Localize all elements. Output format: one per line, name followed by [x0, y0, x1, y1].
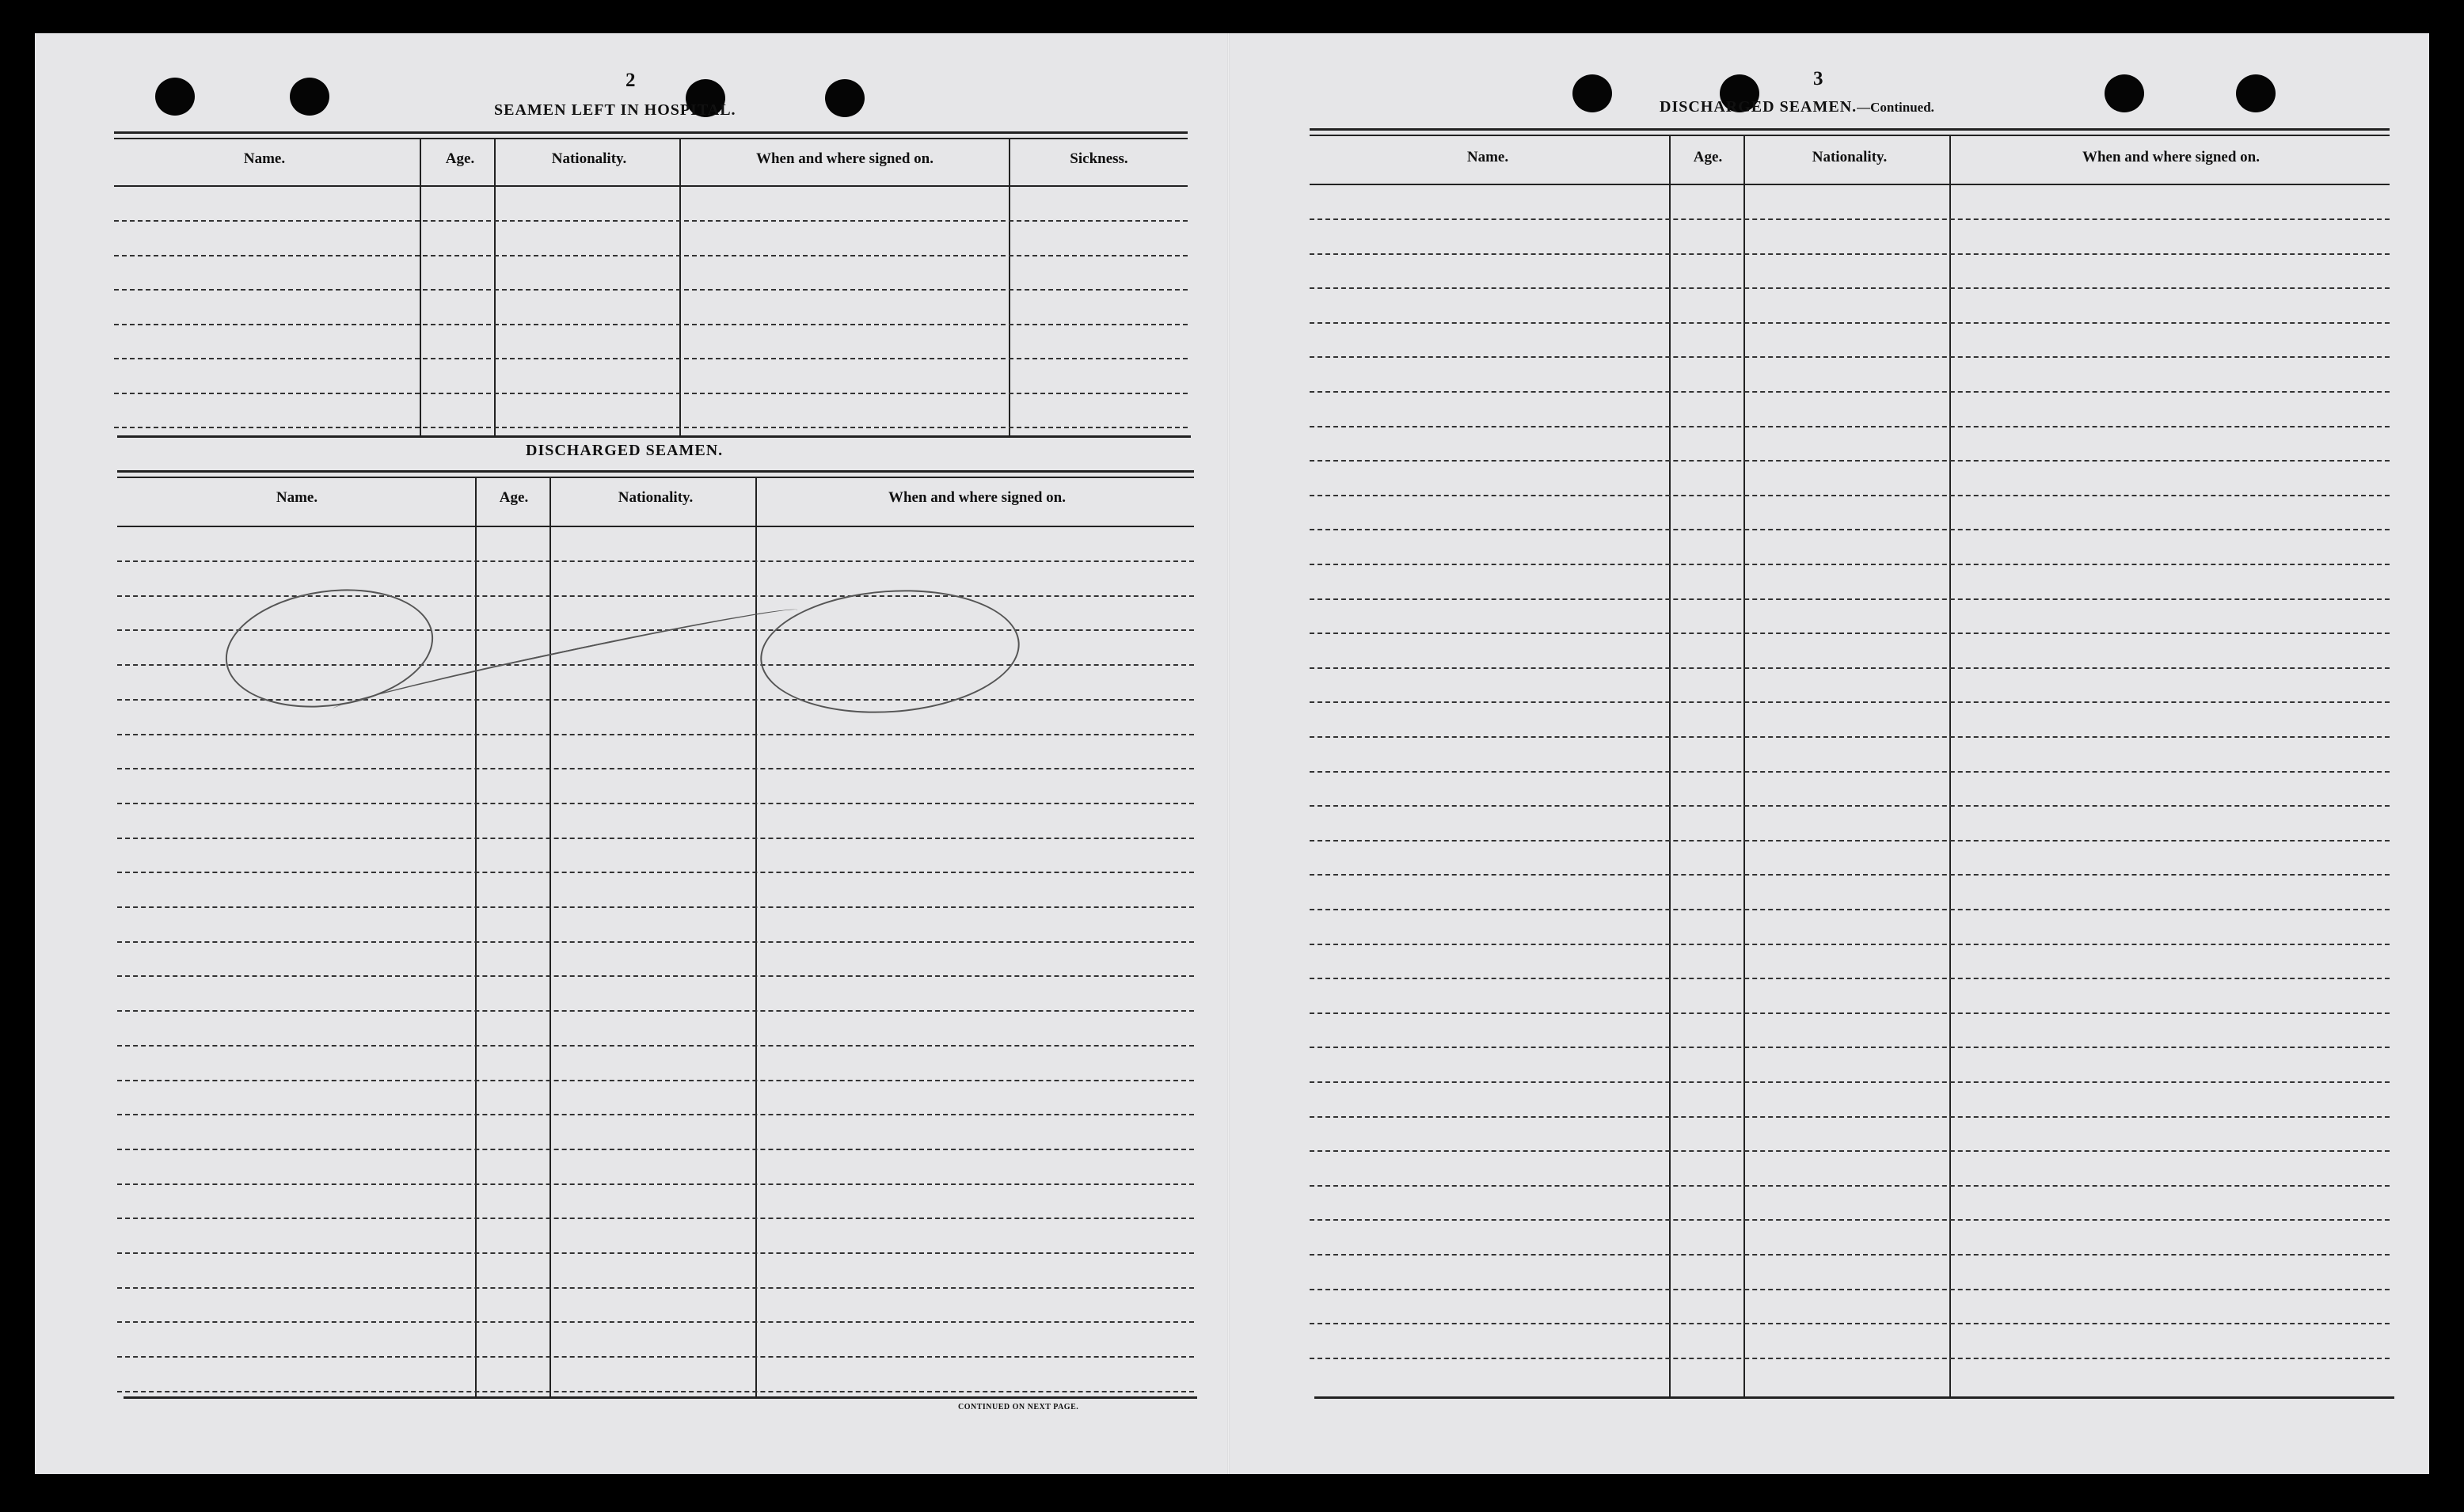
ruled-line: [114, 289, 1188, 291]
section-rule: [117, 477, 1194, 478]
column-divider: [420, 138, 421, 435]
ruled-line: [1310, 1012, 2390, 1014]
ruled-line: [1310, 1358, 2390, 1359]
ruled-line: [1310, 460, 2390, 462]
ruled-line: [117, 872, 1194, 873]
ruled-line: [1310, 1150, 2390, 1152]
column-header-name: Name.: [243, 150, 286, 167]
top-rule: [114, 138, 1188, 139]
column-header-age: Age.: [1693, 149, 1723, 165]
ruled-line: [117, 1218, 1194, 1219]
column-header-name: Name.: [1466, 149, 1509, 165]
left-page: [35, 33, 1229, 1474]
hospital-section-title: SEAMEN LEFT IN HOSPITAL.: [494, 101, 736, 119]
section-rule: [117, 470, 1194, 473]
ruled-line: [1310, 874, 2390, 876]
ruled-line: [117, 560, 1194, 562]
ruled-line: [117, 768, 1194, 769]
ruled-line: [1310, 356, 2390, 358]
title-suffix: —Continued.: [1857, 100, 1934, 115]
ruled-line: [1310, 322, 2390, 324]
bottom-rule: [124, 1396, 1197, 1399]
ruled-line: [1310, 218, 2390, 220]
ruled-line: [117, 906, 1194, 908]
ruled-line: [117, 1391, 1194, 1392]
ruled-line: [1310, 1081, 2390, 1083]
ruled-line: [117, 975, 1194, 977]
discharged-section-title: DISCHARGED SEAMEN.: [526, 442, 724, 459]
ruled-line: [1310, 529, 2390, 530]
column-divider: [475, 477, 477, 1398]
ruled-line: [114, 324, 1188, 325]
top-rule: [1310, 128, 2390, 131]
ruled-line: [1310, 1047, 2390, 1048]
ruled-line: [1310, 909, 2390, 910]
column-divider: [1669, 135, 1671, 1398]
ruled-line: [117, 1321, 1194, 1323]
ruled-line: [1310, 840, 2390, 841]
ruled-line: [1310, 805, 2390, 807]
top-rule: [1310, 135, 2390, 136]
ruled-line: [117, 838, 1194, 839]
ruled-line: [1310, 1116, 2390, 1118]
ruled-line: [117, 734, 1194, 735]
ruled-line: [1310, 253, 2390, 255]
ruled-line: [117, 1252, 1194, 1254]
ruled-line: [1310, 426, 2390, 427]
bottom-rule: [1314, 1396, 2394, 1399]
column-header-sickness: Sickness.: [1070, 150, 1128, 167]
column-header-nationality: Nationality.: [618, 489, 694, 506]
top-rule: [114, 131, 1188, 134]
column-divider: [549, 477, 551, 1398]
ruled-line: [1310, 495, 2390, 496]
page-number: 3: [1813, 68, 1823, 89]
ruled-line: [1310, 1185, 2390, 1187]
punch-hole: [1572, 74, 1612, 112]
ruled-line: [117, 941, 1194, 943]
ruled-line: [1310, 944, 2390, 945]
ruled-line: [117, 803, 1194, 804]
column-divider: [494, 138, 496, 435]
ruled-line: [114, 358, 1188, 359]
ruled-line: [1310, 598, 2390, 600]
punch-hole: [825, 79, 865, 117]
ruled-line: [1310, 1323, 2390, 1324]
column-header-signed-on: When and where signed on.: [2082, 149, 2260, 165]
ruled-line: [117, 1010, 1194, 1012]
column-header-nationality: Nationality.: [1812, 149, 1888, 165]
column-divider: [679, 138, 681, 435]
continued-note: CONTINUED ON NEXT PAGE.: [958, 1403, 1079, 1411]
ruled-line: [117, 1356, 1194, 1358]
ruled-line: [1310, 1219, 2390, 1221]
punch-hole: [290, 78, 329, 116]
column-divider: [1009, 138, 1010, 435]
punch-hole: [155, 78, 195, 116]
column-divider: [1949, 135, 1951, 1398]
column-divider: [1743, 135, 1745, 1398]
ruled-line: [114, 427, 1188, 428]
ruled-line: [117, 1080, 1194, 1081]
column-header-signed-on: When and where signed on.: [888, 489, 1066, 506]
ruled-line: [1310, 978, 2390, 979]
header-underline: [114, 185, 1188, 187]
column-header-nationality: Nationality.: [551, 150, 627, 167]
ruled-line: [114, 255, 1188, 256]
header-underline: [117, 526, 1194, 527]
column-header-signed-on: When and where signed on.: [755, 150, 934, 167]
ruled-line: [117, 1149, 1194, 1150]
ruled-line: [1310, 771, 2390, 773]
column-header-age: Age.: [499, 489, 529, 506]
ruled-line: [117, 1045, 1194, 1047]
ruled-line: [114, 220, 1188, 222]
ruled-line: [1310, 564, 2390, 565]
title-text: DISCHARGED SEAMEN.: [1660, 98, 1858, 116]
ledger-sheet: [35, 33, 2429, 1474]
header-underline: [1310, 184, 2390, 185]
right-page: [1229, 33, 2429, 1474]
punch-hole: [2105, 74, 2144, 112]
ruled-line: [117, 1287, 1194, 1289]
ruled-line: [1310, 391, 2390, 393]
ruled-line: [117, 595, 1194, 597]
ruled-line: [1310, 287, 2390, 289]
section-rule: [117, 435, 1191, 438]
ruled-line: [117, 1114, 1194, 1115]
ruled-line: [114, 393, 1188, 394]
ruled-line: [1310, 1289, 2390, 1290]
punch-hole: [2236, 74, 2276, 112]
ruled-line: [1310, 633, 2390, 634]
ruled-line: [1310, 1254, 2390, 1256]
ruled-line: [117, 1183, 1194, 1185]
column-header-name: Name.: [276, 489, 318, 506]
discharged-continued-title: [1660, 98, 1934, 116]
ruled-line: [1310, 736, 2390, 738]
ruled-line: [1310, 667, 2390, 669]
page-number: 2: [626, 70, 636, 91]
ruled-line: [1310, 701, 2390, 703]
column-header-age: Age.: [445, 150, 475, 167]
